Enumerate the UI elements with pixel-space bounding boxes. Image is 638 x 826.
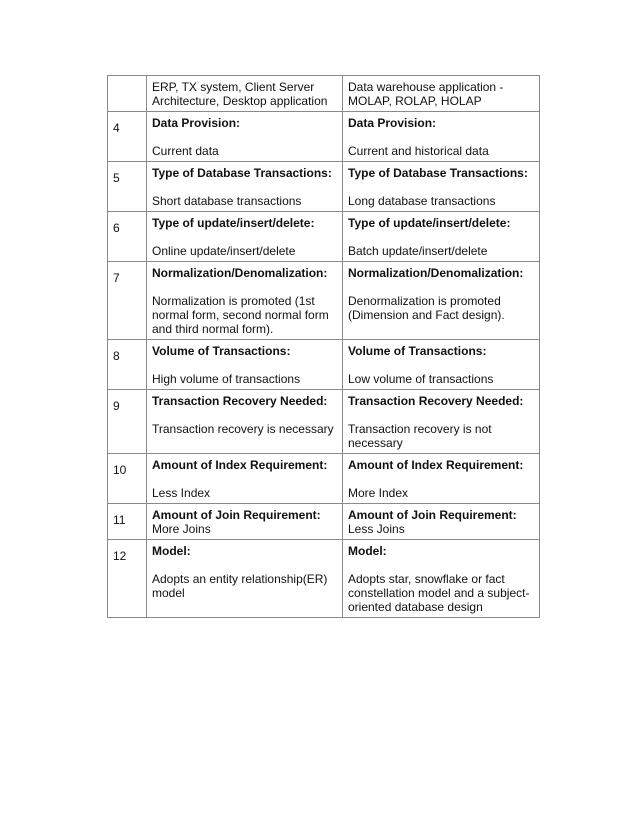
olap-cell [343, 454, 540, 504]
criterion-heading: Normalization/Denomalization: [348, 266, 524, 280]
table-row [108, 112, 540, 162]
oltp-cell [147, 262, 343, 340]
criterion-description: Batch update/insert/delete [348, 244, 488, 258]
olap-cell [343, 212, 540, 262]
criterion-description: High volume of transactions [152, 372, 301, 386]
oltp-cell [147, 540, 343, 618]
oltp-cell [147, 162, 343, 212]
oltp-cell [147, 112, 343, 162]
criterion-description: Long database transactions [348, 194, 496, 208]
spacer [152, 180, 337, 194]
spacer [152, 280, 337, 294]
criterion-description: More Joins [152, 522, 211, 536]
row-number: 8 [108, 340, 147, 390]
table-row-continued [108, 76, 540, 112]
olap-cell [343, 540, 540, 618]
criterion-description: Online update/insert/delete [152, 244, 296, 258]
oltp-cell [147, 504, 343, 540]
table-row [108, 540, 540, 618]
criterion-heading: Amount of Index Requirement: [152, 458, 328, 472]
criterion-heading: Amount of Join Requirement: [152, 508, 321, 522]
criterion-heading: Normalization/Denomalization: [152, 266, 328, 280]
row-number: 5 [108, 162, 147, 212]
oltp-cell [147, 212, 343, 262]
row-number: 11 [108, 504, 147, 540]
criterion-description: Adopts an entity relationship(ER) model [152, 572, 328, 600]
spacer [152, 408, 337, 422]
criterion-heading: Volume of Transactions: [152, 344, 291, 358]
oltp-text: ERP, TX system, Client Server Architecture, Desktop application [152, 80, 328, 108]
criterion-heading: Model: [152, 544, 191, 558]
criterion-description: Adopts star, snowflake or fact constellation model and a subject-oriented database design [348, 572, 530, 614]
criterion-description: Current data [152, 144, 219, 158]
criterion-description: Transaction recovery is necessary [152, 422, 334, 436]
criterion-description: Low volume of transactions [348, 372, 494, 386]
olap-cell [343, 504, 540, 540]
criterion-heading: Volume of Transactions: [348, 344, 487, 358]
oltp-cell [147, 340, 343, 390]
spacer [152, 230, 337, 244]
criterion-heading: Data Provision: [348, 116, 437, 130]
olap-cell [343, 390, 540, 454]
criterion-heading: Transaction Recovery Needed: [348, 394, 524, 408]
spacer [348, 280, 534, 294]
table-row [108, 162, 540, 212]
row-number-cell [108, 76, 147, 112]
comparison-table [107, 75, 540, 618]
table-row [108, 212, 540, 262]
table-row [108, 454, 540, 504]
spacer [348, 472, 534, 486]
criterion-description: Transaction recovery is not necessary [348, 422, 492, 450]
olap-cell [343, 76, 540, 112]
olap-cell [343, 340, 540, 390]
table-row [108, 340, 540, 390]
criterion-description: Less Index [152, 486, 211, 500]
spacer [348, 130, 534, 144]
row-number: 4 [108, 112, 147, 162]
oltp-cell [147, 454, 343, 504]
criterion-description: Less Joins [348, 522, 405, 536]
criterion-heading: Transaction Recovery Needed: [152, 394, 328, 408]
criterion-heading: Data Provision: [152, 116, 241, 130]
spacer [152, 558, 337, 572]
criterion-heading: Type of Database Transactions: [348, 166, 528, 180]
spacer [152, 358, 337, 372]
olap-cell [343, 162, 540, 212]
spacer [152, 472, 337, 486]
row-number: 9 [108, 390, 147, 454]
criterion-heading: Amount of Join Requirement: [348, 508, 517, 522]
olap-text: Data warehouse application - MOLAP, ROLAP, HOLAP [348, 80, 504, 108]
row-number: 10 [108, 454, 147, 504]
table-row [108, 504, 540, 540]
criterion-description: Current and historical data [348, 144, 489, 158]
spacer [348, 358, 534, 372]
oltp-cell [147, 76, 343, 112]
table-row [108, 390, 540, 454]
row-number: 7 [108, 262, 147, 340]
olap-cell [343, 262, 540, 340]
criterion-description: Short database transactions [152, 194, 302, 208]
criterion-description: More Index [348, 486, 409, 500]
olap-cell [343, 112, 540, 162]
row-number: 12 [108, 540, 147, 618]
criterion-heading: Amount of Index Requirement: [348, 458, 524, 472]
criterion-heading: Model: [348, 544, 387, 558]
spacer [348, 408, 534, 422]
criterion-heading: Type of Database Transactions: [152, 166, 332, 180]
spacer [348, 230, 534, 244]
criterion-heading: Type of update/insert/delete: [348, 216, 511, 230]
spacer [348, 558, 534, 572]
table-body [108, 76, 540, 618]
criterion-heading: Type of update/insert/delete: [152, 216, 315, 230]
table-row [108, 262, 540, 340]
spacer [348, 180, 534, 194]
oltp-cell [147, 390, 343, 454]
spacer [152, 130, 337, 144]
criterion-description: Denormalization is promoted (Dimension and Fact design). [348, 294, 505, 322]
row-number: 6 [108, 212, 147, 262]
criterion-description: Normalization is promoted (1st normal form, second normal form and third normal form). [152, 294, 329, 336]
